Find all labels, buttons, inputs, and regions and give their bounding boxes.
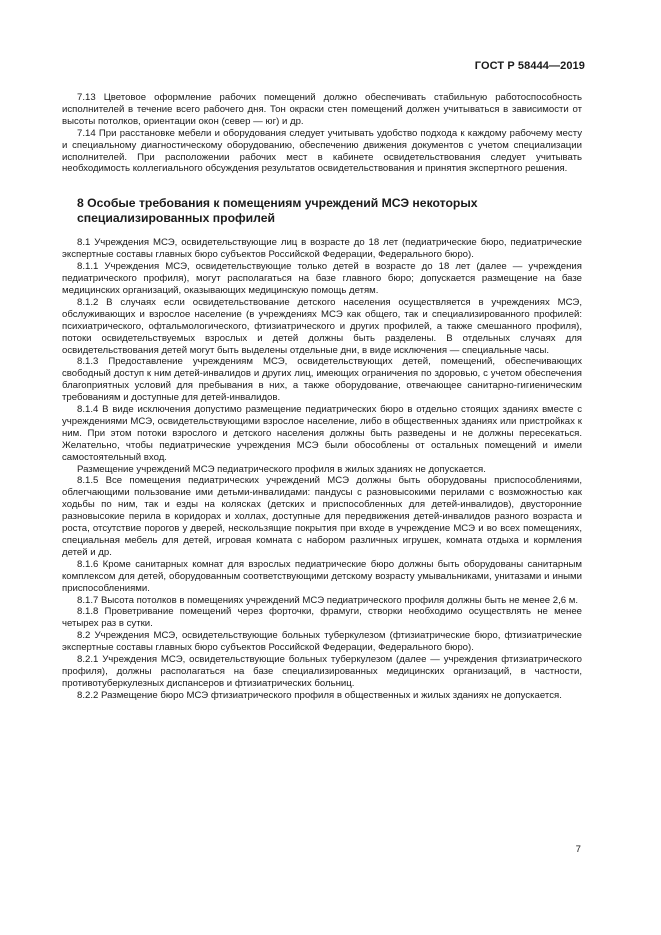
- paragraph-8-1-5: 8.1.5 Все помещения педиатрических учреждений МСЭ должны быть оборудованы приспособлениями, облегчающими пользование ими детьми-инвалидами: пандусы с разновысокими перилами с возможностью как ходьбы по ним, так и езды на колясках (детских и приспособленных для детей-инвалидов), двусторонние разновысокие перила в коридорах и холлах, доступные для передвижения детей-инвалидов разного возраста и роста, отсутствие порогов у дверей, нескользящие покрытия при входе в учреждение МСЭ и во всех помещениях, специальная мебель для детей, игровая комната с набором различных игрушек, комната отдыха и кормления детей и др.: [62, 475, 582, 558]
- paragraph-8-1-4: 8.1.4 В виде исключения допустимо размещение педиатрических бюро в отдельно стоящих зданиях вместе с учреждениями МСЭ, освидетельствующими взрослое население, либо в общественных зданиях или пристройках к ним. При этом потоки взрослого и детского населения должны быть разведены и не должны пересекаться. Желательно, чтобы педиатрические учреждения МСЭ были обособлены от остальных помещений и имели самостоятельный вход.: [62, 404, 582, 463]
- paragraph-8-2-2: 8.2.2 Размещение бюро МСЭ фтизиатрического профиля в общественных и жилых зданиях не допускается.: [77, 689, 562, 701]
- paragraph-8-2: 8.2 Учреждения МСЭ, освидетельствующие больных туберкулезом (фтизиатрические бюро, фтизиатрические экспертные составы главных бюро субъектов Российской Федерации, Федерального бюро).: [62, 630, 582, 654]
- paragraph-8-1-6: 8.1.6 Кроме санитарных комнат для взрослых педиатрические бюро должны быть оборудованы санитарным комплексом для детей, оборудованным соответствующими детскому возрасту умывальниками, унитазами и иными приспособлениями.: [62, 558, 582, 594]
- document-code: ГОСТ Р 58444—2019: [474, 60, 585, 72]
- paragraph-7-13: 7.13 Цветовое оформление рабочих помещений должно обеспечивать стабильную работоспособность исполнителей в течение всего рабочего дня. Тон окраски стен помещений должен учитываться в зависимости от высоты потолков, ориентации окон (север — юг) и др.: [62, 92, 582, 127]
- paragraph-8-1: 8.1 Учреждения МСЭ, освидетельствующие лиц в возрасте до 18 лет (педиатрические бюро, педиатрические экспертные составы главных бюро субъектов Российской Федерации, Федерального бюро).: [62, 237, 582, 261]
- paragraph-8-1-4-note: Размещение учреждений МСЭ педиатрического профиля в жилых зданиях не допускается.: [77, 463, 486, 475]
- paragraph-8-1-3: 8.1.3 Предоставление учреждениям МСЭ, освидетельствующих детей, помещений, обеспечивающих свободный доступ к ним детей-инвалидов и других лиц, имеющих ограничения по здоровью, с учетом обеспечения благоприятных условий для пребывания в них, а также оборудование, отвечающее санитарно-гигиеническим требованиям и доступные для детей-инвалидов.: [62, 356, 582, 404]
- paragraph-8-1-8: 8.1.8 Проветривание помещений через форточки, фрамуги, створки необходимо осуществлять не менее четырех раз в сутки.: [62, 606, 582, 630]
- paragraph-8-2-1: 8.2.1 Учреждения МСЭ, освидетельствующие больных туберкулезом (далее — учреждения фтизиатрического профиля), должны располагаться на базе специализированных медицинских организаций, в частности, противотуберкулезных диспансеров и фтизиатрических больниц.: [62, 654, 582, 689]
- paragraph-8-1-1: 8.1.1 Учреждения МСЭ, освидетельствующие только детей в возрасте до 18 лет (далее — учреждения педиатрического профиля), могут располагаться на базе главного бюро; допускается размещение на базе медицинских организаций, оказывающих медицинскую помощь детям.: [62, 261, 582, 296]
- section-8-heading: 8 Особые требования к помещениям учреждений МСЭ некоторых специализированных профилей: [77, 196, 478, 226]
- page-number: 7: [575, 844, 581, 855]
- paragraph-8-1-2: 8.1.2 В случаях если освидетельствование детского населения осуществляется в учреждениях МСЭ, обслуживающих и взрослое население (в учреждениях МСЭ как общего, так и специализированного профилей: психиатрического, офтальмологического, фтизиатрического и других профилей, а также смешанного профиля), потоки освидетельствуемых взрослых и детей должны быть разделены. В отдельных случаях для освидетельствования детей могут быть выделены отдельные дни, в виде исключения — специальные часы.: [62, 296, 582, 356]
- paragraph-7-14: 7.14 При расстановке мебели и оборудования следует учитывать удобство подхода к каждому рабочему месту и специальному диагностическому оборудованию, обеспечению движения документов с учетом специализации исполнителей. При расположении рабочих мест в кабинете освидетельствования следует учитывать необходимость коллегиального обсуждения результатов освидетельствования и принятия экспертного решения.: [62, 127, 582, 175]
- paragraph-8-1-7: 8.1.7 Высота потолков в помещениях учреждений МСЭ педиатрического профиля должны быть не менее 2,6 м.: [77, 594, 579, 606]
- document-body: [62, 92, 582, 702]
